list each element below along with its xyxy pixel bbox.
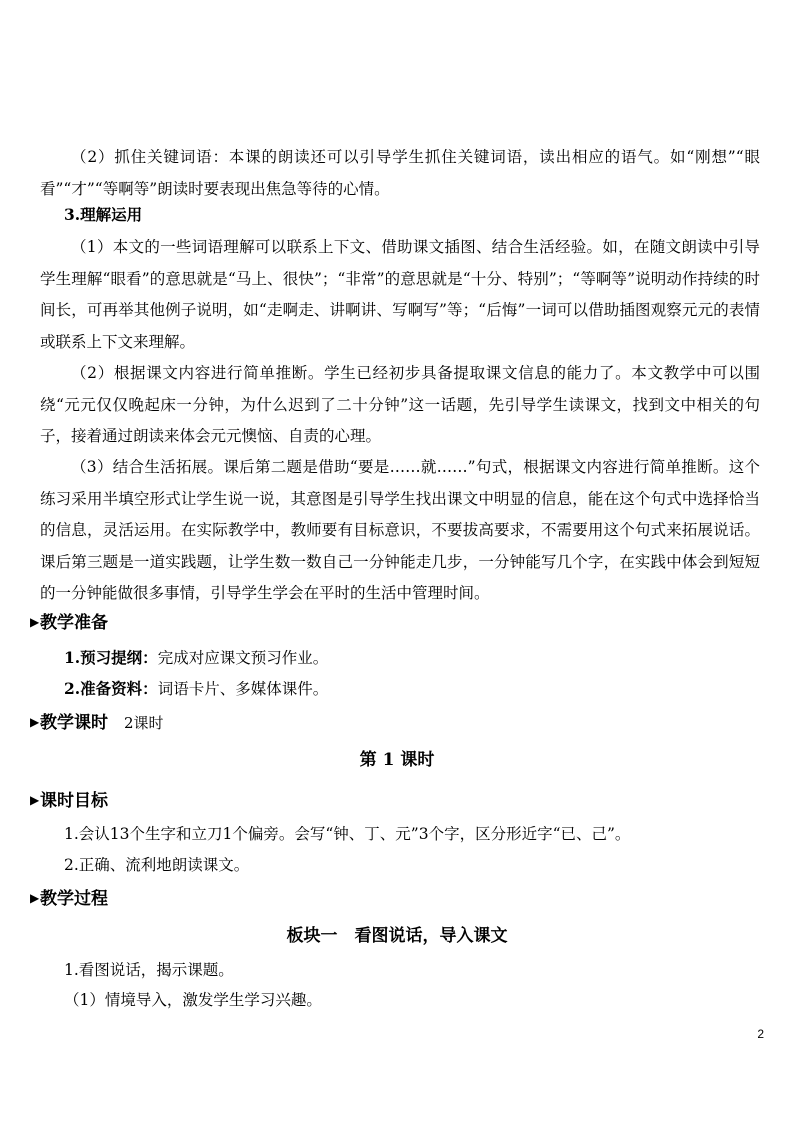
triangle-right-icon: ▶ xyxy=(30,715,40,729)
triangle-right-icon: ▶ xyxy=(30,615,40,629)
hours-value: 2课时 xyxy=(124,714,164,732)
step-1: 1.看图说话，揭示课题。 xyxy=(64,961,234,979)
prep-item-2-label: 2.准备资料： xyxy=(64,679,158,698)
goal-1: 1.会认13个生字和立刀1个偏旁。会写“钟、丁、元”3个字，区分形近字“已、己”。 xyxy=(64,825,631,843)
section-title-understand: 3.理解运用 xyxy=(64,205,143,224)
heading-goals xyxy=(30,788,108,813)
goal-2: 2.正确、流利地朗读课文。 xyxy=(64,856,250,874)
heading-process xyxy=(30,886,108,911)
heading-hours xyxy=(30,710,164,735)
page-number: 2 xyxy=(757,1027,764,1041)
paragraph-understand-3: （3）结合生活拓展。课后第二题是借助“要是……就……”句式，根据课文内容进行简单推断。这个练习采用半填空形式让学生说一说，其意图是引导学生找出课文中明显的信息，能在这个句式中选择恰当的信息，灵活运用。在实际教学中，教师要有目标意识，不要拔高要求，不需要用这个句式来拓展说话。课后第三题是一道实践题，让学生数一数自己一分钟能走几步，一分钟能写几个字，在实践中体会到短短的一分钟能做很多事情，引导学生学会在平时的生活中管理时间。 xyxy=(40,458,760,602)
prep-item-2 xyxy=(64,677,328,701)
triangle-right-icon: ▶ xyxy=(30,891,40,905)
prep-item-2-text: 词语卡片、多媒体课件。 xyxy=(157,680,329,698)
block-1-title: 板块一 看图说话，导入课文 xyxy=(286,926,508,946)
prep-item-1-label: 1.预习提纲： xyxy=(64,648,158,667)
prep-item-1-text: 完成对应课文预习作业。 xyxy=(157,649,329,667)
heading-process-text: 教学过程 xyxy=(40,889,108,909)
heading-goals-text: 课时目标 xyxy=(40,791,108,811)
paragraph-understand-2: （2）根据课文内容进行简单推断。学生已经初步具备提取课文信息的能力了。本文教学中可以围绕“元元仅仅晚起床一分钟，为什么迟到了二十分钟”这一话题，先引导学生读课文，找到文中相关的句子，接着通过朗读来体会元元懊恼、自责的心理。 xyxy=(40,364,760,445)
heading-prep xyxy=(30,610,108,635)
paragraph-understand-1: （1）本文的一些词语理解可以联系上下文、借助课文插图、结合生活经验。如，在随文朗读中引导学生理解“眼看”的意思就是“马上、很快”；“非常”的意思就是“十分、特别”；“等啊等”说明动作持续的时间长，可再举其他例子说明，如“走啊走、讲啊讲、写啊写”等；“后悔”一词可以借助插图观察元元的表情或联系上下文来理解。 xyxy=(40,238,760,351)
paragraph-keywords: （2）抓住关键词语：本课的朗读还可以引导学生抓住关键词语，读出相应的语气。如“刚想”“眼看”“才”“等啊等”朗读时要表现出焦急等待的心情。 xyxy=(40,148,760,198)
lesson-title: 第 1 课时 xyxy=(359,750,435,770)
triangle-right-icon: ▶ xyxy=(30,793,40,807)
heading-hours-text: 教学课时 xyxy=(40,713,108,733)
step-1-1: （1）情境导入，激发学生学习兴趣。 xyxy=(64,991,322,1009)
heading-prep-text: 教学准备 xyxy=(40,613,108,633)
prep-item-1 xyxy=(64,646,328,670)
